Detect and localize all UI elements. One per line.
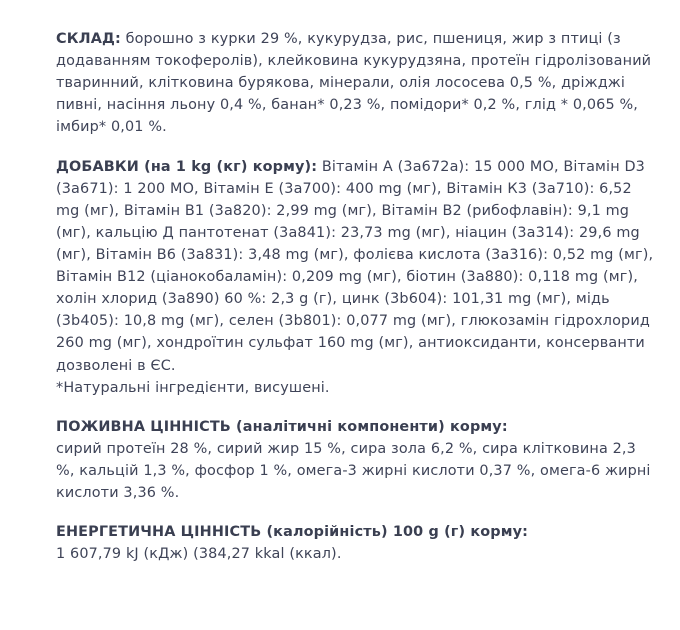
additives-body: Вітамін А (3а672а): 15 000 МО, Вітамін D3 (3а671): 1 200 МО, Вітамін Е (3а700): 400 mg (мг), Вітамін К3 (3а710): 6,52 mg (мг), Вітамін В1 (3а820): 2,99 mg (мг), Вітамін В2 (рибофлавін): 9,1 mg (мг), кальцію Д пантотенат (3а841): 23,73 mg (мг), ніацин (3а314): 29,6 mg (мг), Вітамін В6 (3а831): 3,48 mg (мг), фолієва кислота (3а316): 0,52 mg (мг), Вітамін В12 (ціанокобаламін): 0,209 mg (мг), біотин (3а880): 0,118 mg (мг), холін хлорид (3а890) 60 %: 2,3 g (г), цинк (3b604): 101,31 mg (мг), мідь (3b405): 10,8 mg (мг), селен (3b801): 0,077 mg (мг), глюкозамін гідрохлорид 260 mg (мг), хондроїтин сульфат 160 mg (мг), антиоксиданти, консерванти дозволені в ЄС. [56,158,654,374]
nutritional-value-body: сирий протеїн 28 %, сирий жир 15 %, сира зола 6,2 %, сира клітковина 2,3 %, кальцій 1,3 %, фосфор 1 %, омега-3 жирні кислоти 0,37 %, омега-6 жирні кислоти 3,36 %. [56,440,651,502]
section-nutritional-value [56,416,658,504]
composition-heading: СКЛАД: [56,31,121,47]
section-energy-value [56,521,658,565]
energy-value-body: 1 607,79 kJ (кДж) (384,27 kkal (ккал). [56,546,342,563]
additives-note: *Натуральні інгредієнти, висушені. [56,379,330,396]
additives-paragraph [56,156,658,377]
composition-paragraph [56,28,658,139]
section-additives [56,156,658,399]
section-composition [56,28,658,139]
additives-heading: ДОБАВКИ (на 1 kg (кг) корму): [56,158,318,175]
composition-body: борошно з курки 29 %, кукурудза, рис, пшениця, жир з птиці (з додаванням токоферолів), клейковина кукурудзяна, протеїн гідролізований тваринний, клітковина бурякова, мінерали, олія лососева 0,5 %, дріжджі пивні, насіння льону 0,4 %, банан* 0,23 %, помідори* 0,2 %, глід * 0,065 %, імбир* 0,01 %. [56,31,652,136]
nutritional-value-heading: ПОЖИВНА ЦІННІСТЬ (аналітичні компоненти) корму: [56,418,508,435]
energy-value-heading: ЕНЕРГЕТИЧНА ЦІННІСТЬ (калорійність) 100 g (г) корму: [56,524,529,541]
